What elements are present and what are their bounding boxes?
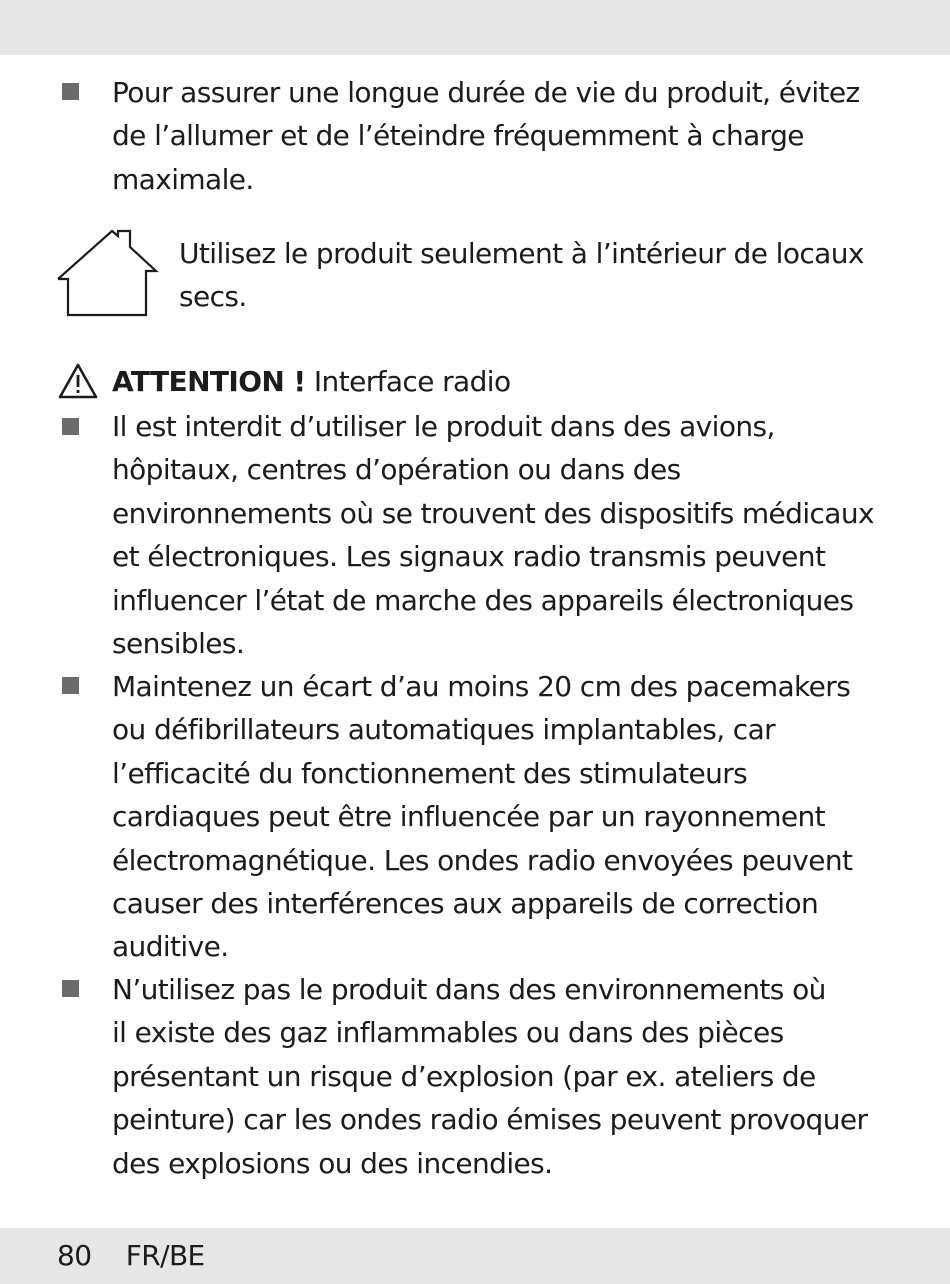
paragraph-avions: Il est interdit d’utiliser le produit dans des avions, hôpitaux, centres d’opération ou dans des environnements où se trouvent des dispositifs médicaux et électroniques. Les signaux radio transmis peuvent influencer l’état de marche des appareils électroniques sensibles. — [112, 410, 874, 661]
paragraph-pacemakers: Maintenez un écart d’au moins 20 cm des pacemakers ou défibrillateurs automatiques implantables, car l’efficacité du fonctionnement des stimulateurs cardiaques peut être influencée par un rayonnement électromagnétique. Les ondes radio envoyées peuvent causer des interférences aux appareils de correction auditive. — [112, 670, 853, 964]
bullet-square-icon — [62, 677, 79, 694]
locale-label: FR/BE — [125, 1239, 205, 1272]
warning-triangle-icon — [58, 363, 98, 399]
bullet-square-icon — [62, 418, 79, 435]
attention-subtitle: Interface radio — [313, 365, 511, 398]
page-number: 80 — [57, 1239, 92, 1272]
attention-label: ATTENTION ! — [112, 365, 306, 398]
house-note-text: Utilisez le produit seulement à l’intérieur de locaux secs. — [179, 237, 864, 314]
footer — [57, 1234, 205, 1278]
house-icon — [52, 225, 160, 321]
attention-heading — [112, 360, 511, 403]
paragraph-lifespan: Pour assurer une longue durée de vie du produit, évitez de l’allumer et de l’éteindre fréquemment à charge maximale. — [112, 76, 860, 196]
paragraph-gaz: N’utilisez pas le produit dans des environnements où il existe des gaz inflammables ou dans des pièces présentant un risque d’explosion (par ex. ateliers de peinture) car les ondes radio émises peuvent provoquer des explosions ou des incendies. — [112, 973, 868, 1180]
top-band — [0, 0, 950, 55]
bullet-square-icon — [62, 83, 79, 100]
bullet-square-icon — [62, 980, 79, 997]
